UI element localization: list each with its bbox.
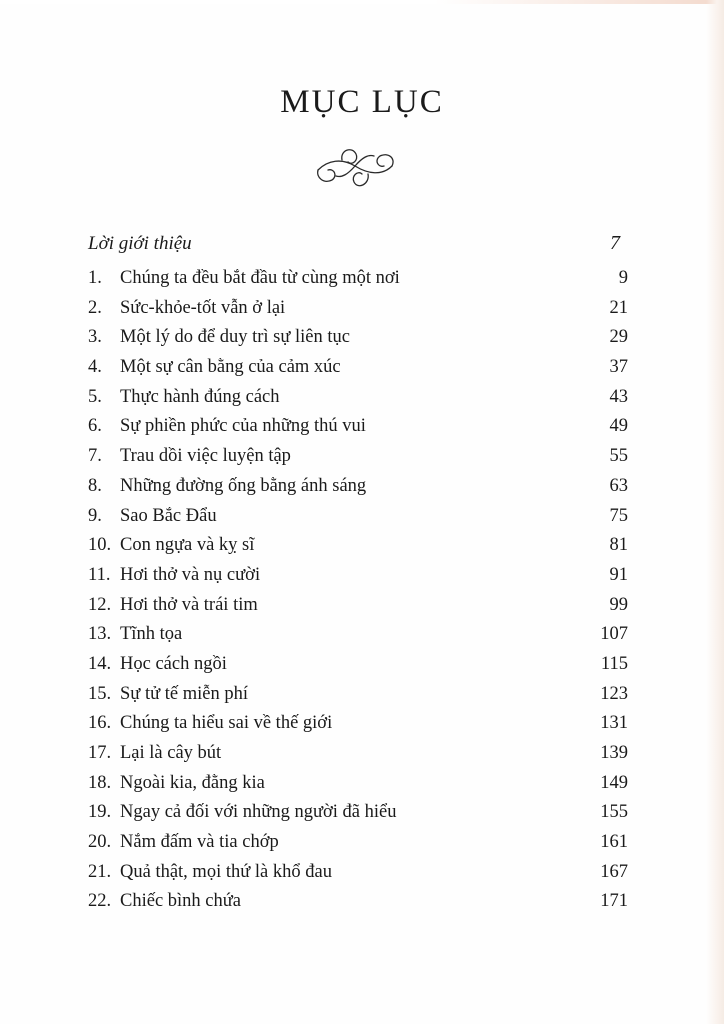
toc-entry-title: Tĩnh tọa [120,624,183,645]
toc-entry-title: Những đường ống bằng ánh sáng [120,475,367,496]
toc-entry-title: Chúng ta hiểu sai về thế giới [120,713,333,734]
toc-entry [88,858,628,888]
toc-entry [88,294,628,324]
toc-entry-title: Trau dồi việc luyện tập [120,446,291,467]
toc-entry-number: 10. [88,535,112,556]
toc-entry-page: 149 [600,772,628,793]
toc-entry-page: 9 [618,268,628,288]
toc-entry-title: Thực hành đúng cách [120,386,280,407]
toc-entry-number: 21. [88,861,112,882]
toc-entry-title: Quả thật, mọi thứ là khổ đau [120,861,332,882]
toc-entry [88,709,628,739]
toc-entry-number: 15. [88,683,112,704]
toc-entry-page: 37 [609,357,628,378]
toc-entry [88,887,628,917]
toc-entry-page: 81 [609,535,628,556]
toc-entry-number: 8. [88,475,102,496]
toc-intro-page: 7 [610,232,620,254]
toc-entry-number: 2. [88,297,102,318]
toc-entry-title: Con ngựa và kỵ sĩ [120,535,255,556]
table-of-contents [88,226,628,917]
toc-entry [88,442,628,472]
toc-entry-page: 63 [609,475,628,496]
toc-entry-title: Sức-khỏe-tốt vẫn ở lại [120,297,286,318]
toc-entry-number: 7. [88,446,102,467]
toc-entry-page: 75 [609,505,628,526]
flourish-ornament-icon [312,140,398,196]
toc-entry [88,591,628,621]
toc-entry-page: 99 [609,594,628,615]
toc-entry-page: 91 [609,564,628,585]
toc-entry-page: 167 [600,861,628,882]
toc-entry-number: 4. [88,357,102,378]
toc-entry-page: 43 [609,386,628,407]
toc-entry [88,472,628,502]
toc-entry-title: Chiếc bình chứa [120,891,241,912]
toc-entry-number: 5. [88,386,102,407]
toc-entry [88,828,628,858]
toc-entry-number: 13. [88,624,112,645]
page-right-edge [706,0,724,1024]
toc-entry [88,502,628,532]
toc-entry [88,680,628,710]
toc-entry-title: Hơi thở và trái tim [120,594,258,615]
toc-entry-number: 18. [88,772,112,793]
toc-entry-number: 22. [88,891,112,912]
toc-entry-number: 19. [88,802,112,823]
toc-entry-number: 20. [88,832,112,853]
toc-entries [88,264,628,917]
toc-entry-number: 6. [88,416,102,437]
toc-entry [88,412,628,442]
toc-entry-page: 29 [609,327,628,348]
toc-entry-title: Ngay cả đối với những người đã hiểu [120,802,397,823]
toc-entry [88,264,628,294]
toc-entry [88,383,628,413]
toc-entry-page: 171 [600,891,628,912]
toc-entry-number: 17. [88,743,112,763]
toc-entry-number: 3. [88,327,102,348]
toc-entry [88,798,628,828]
toc-entry-title: Học cách ngồi [120,653,227,674]
toc-entry-title: Sự phiền phức của những thú vui [120,416,366,437]
toc-entry-page: 21 [609,297,628,318]
toc-entry-title: Một sự cân bằng của cảm xúc [120,357,341,378]
toc-entry [88,323,628,353]
toc-entry-page: 155 [600,802,628,823]
toc-entry [88,531,628,561]
toc-entry-page: 49 [609,416,628,437]
toc-entry-title: Ngoài kia, đằng kia [120,772,265,793]
toc-entry-number: 16. [88,713,112,734]
toc-entry [88,769,628,799]
toc-intro-row [88,226,628,260]
toc-entry-title: Sự tử tế miễn phí [120,683,248,704]
toc-entry-number: 11. [88,564,111,585]
toc-entry-number: 14. [88,653,112,674]
toc-entry [88,650,628,680]
toc-entry-page: 123 [600,683,628,704]
toc-entry-page: 131 [600,713,628,734]
toc-intro-label: Lời giới thiệu [88,233,192,254]
toc-entry [88,561,628,591]
toc-entry-page: 107 [600,624,628,645]
toc-entry-page: 115 [600,653,628,674]
page-top-edge [0,0,724,4]
page-title: MỤC LỤC [280,84,444,120]
toc-entry-title: Nắm đấm và tia chớp [120,832,279,853]
toc-entry-page: 161 [600,832,628,853]
toc-entry-number: 12. [88,594,112,615]
toc-entry-title: Sao Bắc Đẩu [120,505,217,526]
toc-entry [88,353,628,383]
toc-entry-page: 139 [600,743,628,763]
toc-entry-number: 1. [88,268,102,288]
toc-entry-title: Chúng ta đều bắt đầu từ cùng một nơi [120,268,400,288]
toc-entry [88,739,628,769]
toc-entry-title: Một lý do để duy trì sự liên tục [120,327,350,348]
toc-entry-page: 55 [609,446,628,467]
toc-entry [88,620,628,650]
toc-entry-title: Hơi thở và nụ cười [120,564,261,585]
toc-entry-number: 9. [88,505,102,526]
toc-entry-title: Lại là cây bút [120,743,222,763]
